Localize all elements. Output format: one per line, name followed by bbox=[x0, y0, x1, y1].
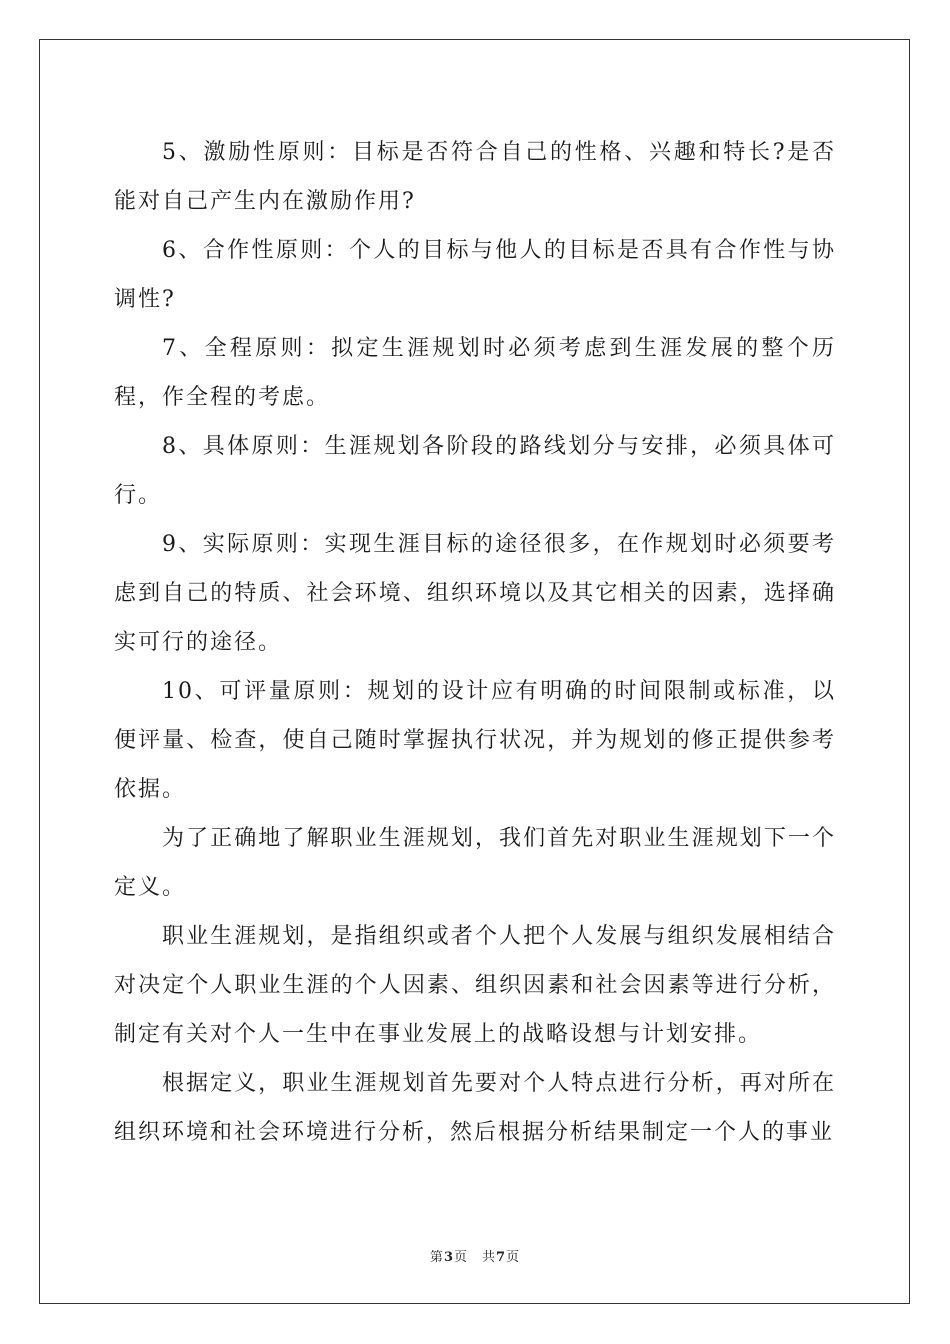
paragraph-principle-5: 5、激励性原则：目标是否符合自己的性格、兴趣和特长?是否能对自己产生内在激励作用? bbox=[114, 140, 836, 214]
page-footer bbox=[0, 1246, 950, 1265]
paragraph-definition: 职业生涯规划，是指组织或者个人把个人发展与组织发展相结合对决定个人职业生涯的个人因素、组织因素和社会因素等进行分析，制定有关对个人一生中在事业发展上的战略设想与计划安排。 bbox=[114, 924, 836, 1047]
document-body bbox=[114, 128, 836, 1157]
page-prefix: 第 bbox=[429, 1250, 444, 1265]
paragraph-principle-7: 7、全程原则：拟定生涯规划时必须考虑到生涯发展的整个历程，作全程的考虑。 bbox=[114, 336, 836, 410]
paragraph-principle-8: 8、具体原则：生涯规划各阶段的路线划分与安排，必须具体可行。 bbox=[114, 434, 836, 508]
page-suffix: 页 bbox=[453, 1250, 468, 1265]
paragraph-principle-9: 9、实际原则：实现生涯目标的途径很多，在作规划时必须要考虑到自己的特质、社会环境、组织环境以及其它相关的因素，选择确实可行的途径。 bbox=[114, 532, 836, 655]
total-prefix: 共 bbox=[482, 1250, 497, 1265]
paragraph-definition-intro: 为了正确地了解职业生涯规划，我们首先对职业生涯规划下一个定义。 bbox=[114, 826, 836, 900]
page-number: 3 bbox=[443, 1250, 454, 1265]
paragraph-principle-10: 10、可评量原则：规划的设计应有明确的时间限制或标准，以便评量、检查，使自己随时掌握执行状况，并为规划的修正提供参考依据。 bbox=[114, 679, 836, 802]
paragraph-principle-6: 6、合作性原则：个人的目标与他人的目标是否具有合作性与协调性? bbox=[114, 238, 836, 312]
total-pages: 7 bbox=[496, 1250, 507, 1265]
total-suffix: 页 bbox=[506, 1250, 521, 1265]
paragraph-analysis: 根据定义，职业生涯规划首先要对个人特点进行分析，再对所在组织环境和社会环境进行分析，然后根据分析结果制定一个人的事业 bbox=[114, 1071, 836, 1145]
